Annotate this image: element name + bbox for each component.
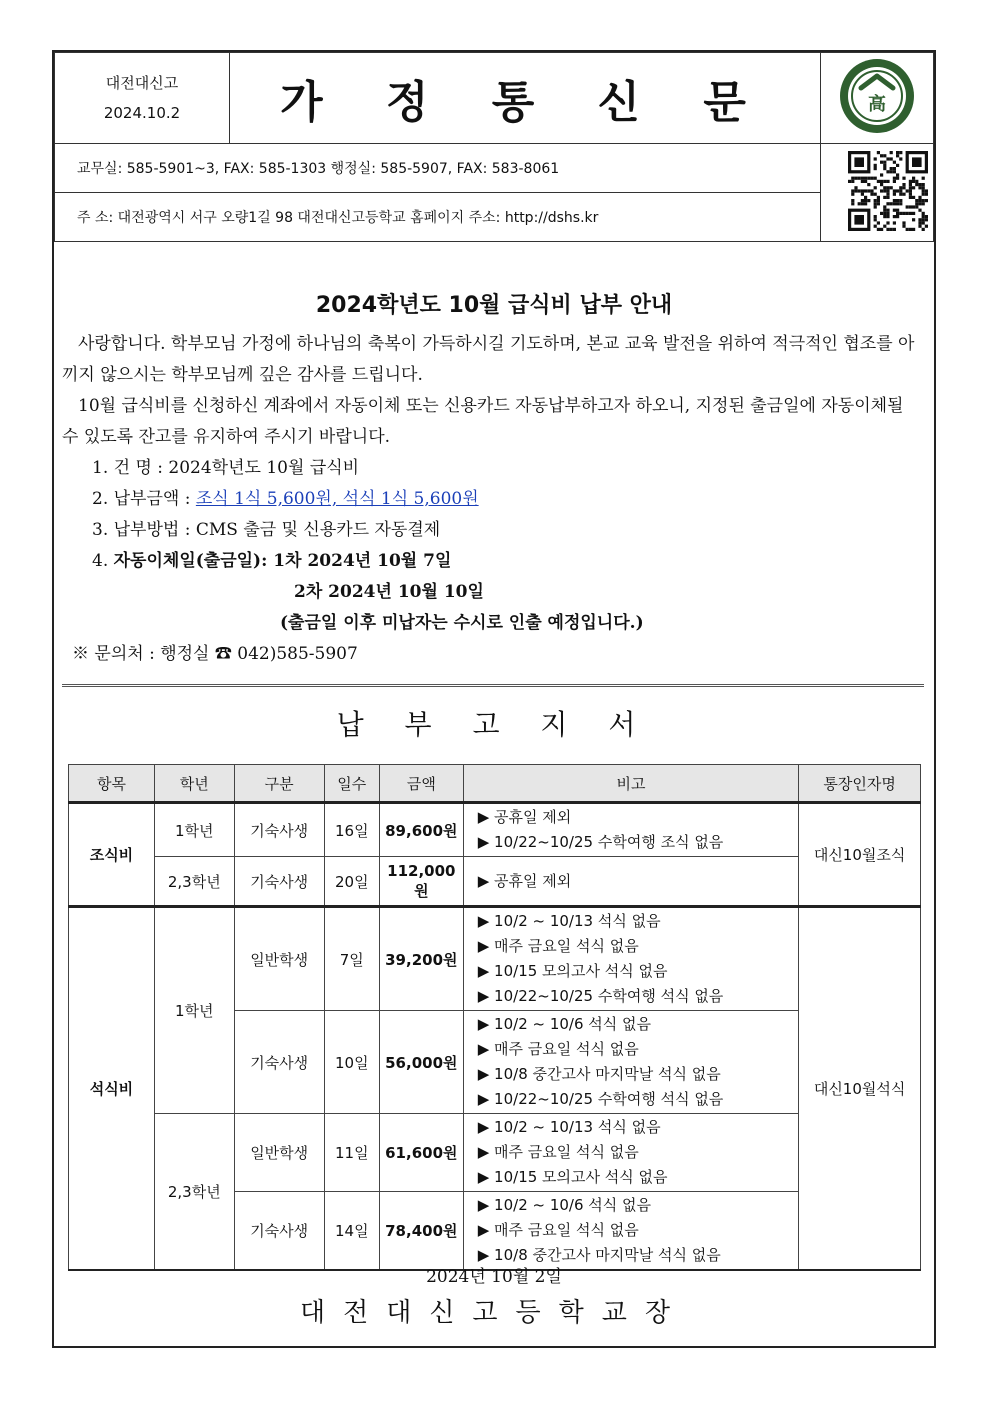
grade-cell: 1학년 [154,803,234,857]
payment-paragraph: 10월 급식비를 신청하신 계좌에서 자동이체 또는 신용카드 자동납부하고자 하오니, 지정된 출금일에 자동이체될 수 있도록 잔고를 유지하여 주시기 바랍니다. [62,396,904,447]
amount-cell: 39,200원 [379,907,463,1011]
type-cell: 일반학생 [234,907,324,1011]
fee-table-header [69,765,921,803]
item-subject-value: 2024학년도 10월 급식비 [168,458,360,478]
note-line: ▶ 10/22~10/25 수학여행 석식 없음 [477,987,724,1005]
col-header: 일수 [324,765,379,803]
category-dinner: 석식비 [69,907,155,1271]
item-debit-date [54,546,934,577]
table-row [69,857,921,907]
item-debit-note: (출금일 이후 미납자는 수시로 인출 예정입니다.) [280,613,644,633]
note-line: ▶ 10/22~10/25 수학여행 석식 없음 [477,1090,724,1108]
note-line: ▶ 공휴일 제외 [477,808,572,826]
type-cell: 기숙사생 [234,857,324,907]
contact-info: 교무실: 585-5901~3, FAX: 585-1303 행정실: 585-5907, FAX: 583-8061 [55,144,821,193]
note-cell [463,1011,798,1114]
item-method [54,515,934,546]
fee-table [68,764,921,1271]
qr-code-icon [848,151,928,231]
col-header: 비고 [463,765,798,803]
note-line: ▶ 10/2 ~ 10/13 석식 없음 [477,1118,661,1136]
qr-code[interactable] [821,144,934,242]
amount-cell: 89,600원 [379,803,463,857]
type-cell: 기숙사생 [234,803,324,857]
days-cell: 11일 [324,1114,379,1192]
note-cell [463,907,798,1011]
item-subject-label: 1. 건 명 : [92,458,169,478]
header-table [54,52,934,242]
note-line: ▶ 10/15 모의고사 석식 없음 [477,962,668,980]
amount-cell: 78,400원 [379,1192,463,1271]
newsletter-frame [52,50,936,1348]
notice-body [54,248,934,743]
school-emblem-icon [837,56,917,136]
item-method-label: 3. 납부방법 : [92,520,196,540]
days-cell: 16일 [324,803,379,857]
grade-cell: 2,3학년 [154,1114,234,1271]
note-cell [463,803,798,857]
bill-title: 납 부 고 지 서 [336,708,652,741]
days-cell: 7일 [324,907,379,1011]
col-header: 항목 [69,765,155,803]
note-line: ▶ 10/2 ~ 10/6 석식 없음 [477,1196,652,1214]
item-debit-label: 자동이체일(출금일): [113,551,274,571]
item-debit-second: 2차 2024년 10월 10일 [294,582,484,602]
days-cell: 14일 [324,1192,379,1271]
type-cell: 기숙사생 [234,1192,324,1271]
grade-cell: 2,3학년 [154,857,234,907]
days-cell: 10일 [324,1011,379,1114]
section-divider [62,684,924,689]
col-header: 학년 [154,765,234,803]
note-line: ▶ 10/22~10/25 수학여행 조식 없음 [477,833,724,851]
category-breakfast: 조식비 [69,803,155,907]
days-cell: 20일 [324,857,379,907]
account-dinner: 대신10월석식 [799,907,921,1271]
note-cell [463,1192,798,1271]
amount-cell: 56,000원 [379,1011,463,1114]
note-line: ▶ 매주 금요일 석식 없음 [477,1040,639,1058]
greeting-paragraph: 사랑합니다. 학부모님 가정에 하나님의 축복이 가득하시길 기도하며, 본교 교육 발전을 위하여 적극적인 협조를 아끼지 않으시는 학부모님께 깊은 감사를 드립니다. [62,334,915,385]
type-cell: 기숙사생 [234,1011,324,1114]
amount-cell: 112,000원 [379,857,463,907]
col-header: 통장인자명 [799,765,921,803]
account-breakfast: 대신10월조식 [799,803,921,907]
newsletter-title: 가 정 통 신 문 [230,53,821,144]
note-line: ▶ 10/2 ~ 10/13 석식 없음 [477,912,661,930]
note-cell [463,857,798,907]
item-debit-num: 4. [92,551,114,571]
emblem-glyph: 高 [868,94,886,115]
note-line: ▶ 매주 금요일 석식 없음 [477,1143,639,1161]
note-line: ▶ 10/8 중간고사 마지막날 석식 없음 [477,1246,721,1264]
item-method-value: CMS 출금 및 신용카드 자동결제 [195,520,441,540]
issue-date-footer: 2024년 10월 2일 [426,1267,562,1287]
item-amount [54,484,934,515]
address-info: 주 소: 대전광역시 서구 오량1길 98 대전대신고등학교 홈페이지 주소: http://dshs.kr [55,193,821,242]
item-amount-label: 2. 납부금액 : [92,489,196,509]
item-amount-value: 조식 1식 5,600원, 석식 1식 5,600원 [195,489,479,509]
amount-cell: 61,600원 [379,1114,463,1192]
school-name: 대전대신고 [105,74,179,92]
note-line: ▶ 10/8 중간고사 마지막날 석식 없음 [477,1065,721,1083]
school-info [55,53,230,144]
school-logo [821,53,934,144]
type-cell: 일반학생 [234,1114,324,1192]
table-row [69,803,921,857]
principal-signature: 대전대신고등학교장 [299,1298,689,1328]
issue-date: 2024.10.2 [103,104,181,122]
item-debit-first: 1차 2024년 10월 7일 [273,551,452,571]
inquiry-info: ※ 문의처 : 행정실 ☎ 042)585-5907 [72,644,358,664]
col-header: 금액 [379,765,463,803]
note-line: ▶ 매주 금요일 석식 없음 [477,1221,639,1239]
note-cell [463,1114,798,1192]
item-subject [54,453,934,484]
note-line: ▶ 매주 금요일 석식 없음 [477,937,639,955]
note-line: ▶ 10/15 모의고사 석식 없음 [477,1168,668,1186]
col-header: 구분 [234,765,324,803]
note-line: ▶ 공휴일 제외 [477,871,572,890]
grade-cell: 1학년 [154,907,234,1114]
notice-title: 2024학년도 10월 급식비 납부 안내 [315,293,673,318]
note-line: ▶ 10/2 ~ 10/6 석식 없음 [477,1015,652,1033]
table-row [69,1114,921,1192]
table-row [69,907,921,1011]
